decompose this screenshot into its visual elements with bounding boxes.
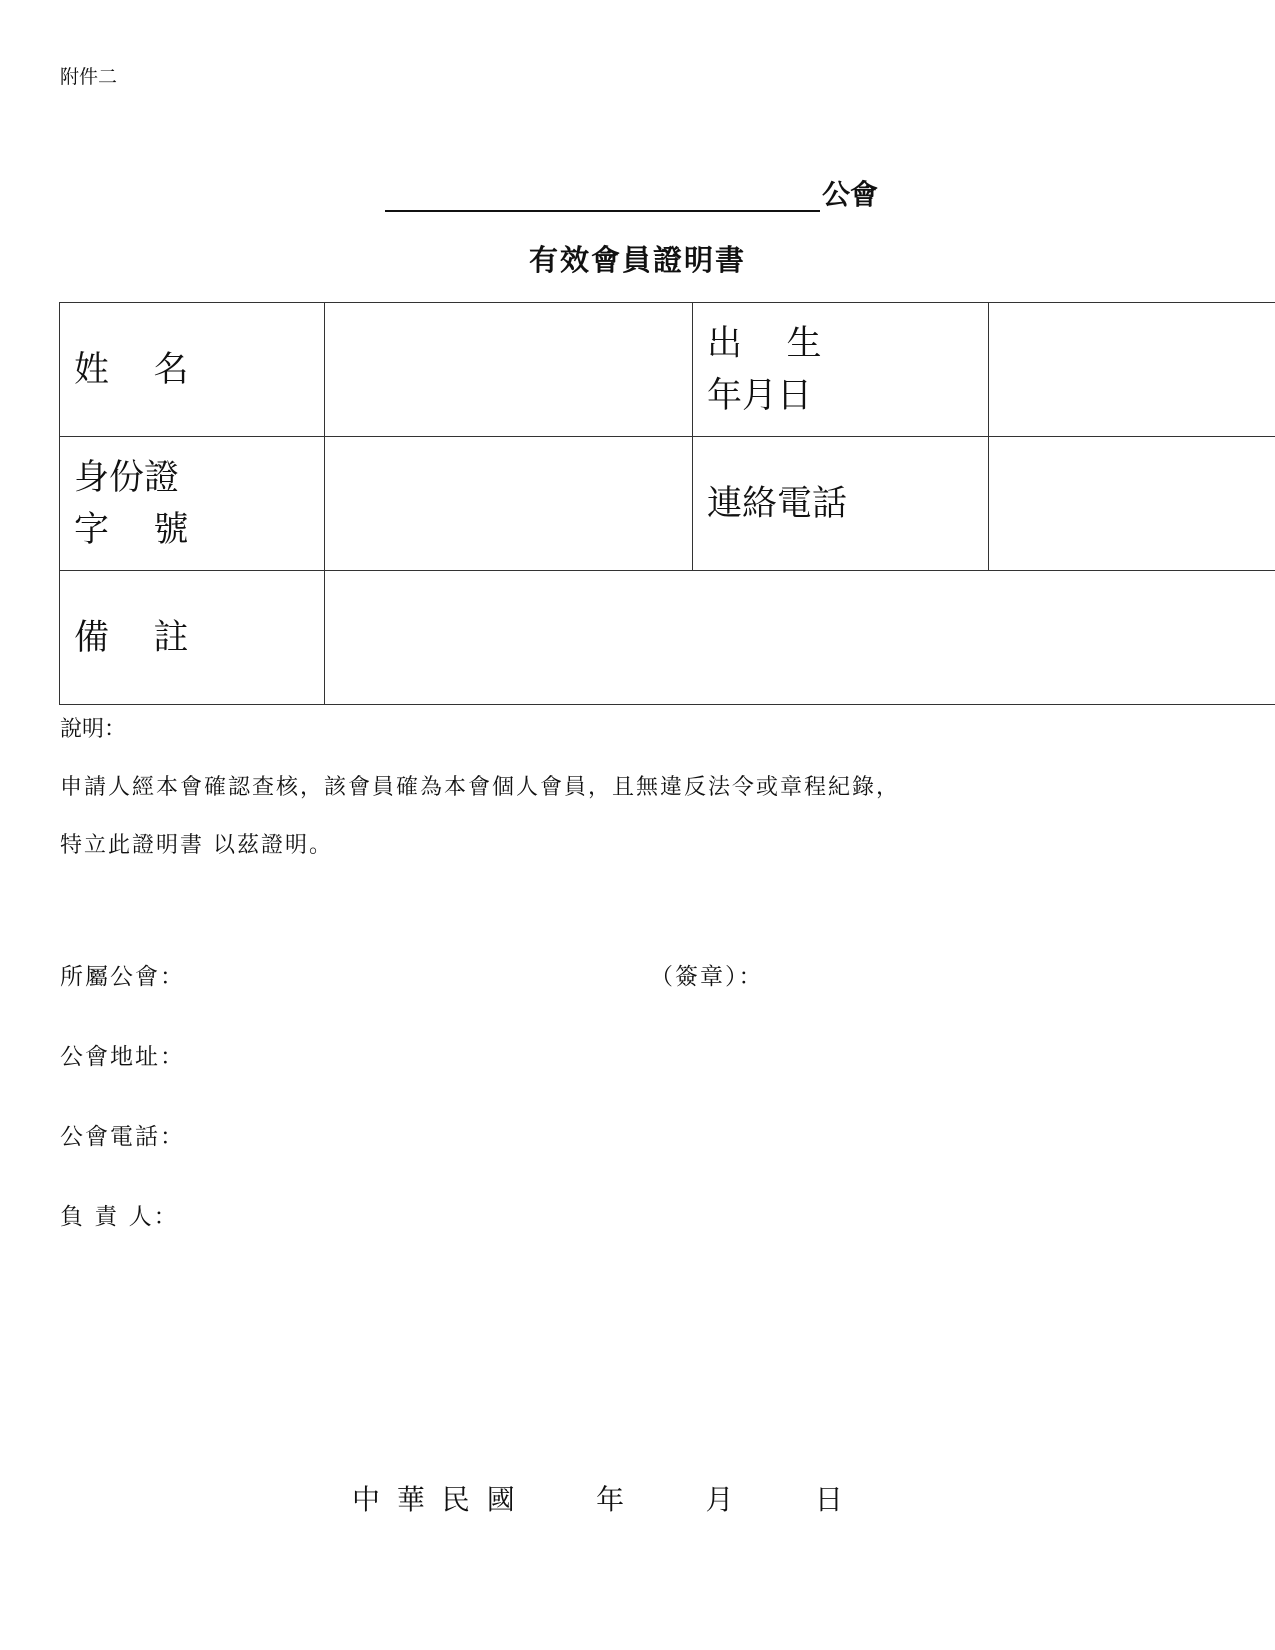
attachment-label: 附件二 <box>60 66 118 88</box>
table-row <box>60 303 1275 437</box>
remarks-label: 備 註 <box>74 617 189 658</box>
phone-label-cell <box>693 437 989 571</box>
address-field-label: 公會地址： <box>60 1044 185 1070</box>
remarks-value-cell <box>325 571 1275 705</box>
name-label-cell <box>60 303 325 437</box>
notes-line-1: 申請人經本會確認查核，該會員確為本會個人會員，且無違反法令或章程紀錄， <box>60 775 901 800</box>
id-label-line1: 身份證 <box>74 457 180 498</box>
table-row <box>60 437 1275 571</box>
union-field-label: 所屬公會： <box>60 964 185 990</box>
phone-label: 連絡電話 <box>707 483 848 524</box>
member-info-table <box>59 302 1275 705</box>
birth-label-line1: 出 生 <box>707 323 822 364</box>
name-value-cell <box>325 303 693 437</box>
date-line: 中 華 民 國 年 月 日 <box>352 1483 847 1516</box>
id-label-line2: 字 號 <box>74 509 189 550</box>
union-phone-field-label: 公會電話： <box>60 1124 185 1150</box>
remarks-label-cell <box>60 571 325 705</box>
birth-label-cell <box>693 303 989 437</box>
birth-value-cell <box>989 303 1275 437</box>
document-title: 有效會員證明書 <box>528 243 746 277</box>
phone-value-cell <box>989 437 1275 571</box>
notes-line-2: 特立此證明書 以茲證明。 <box>60 833 333 858</box>
notes-heading: 說明： <box>60 717 127 742</box>
name-label: 姓 名 <box>74 349 189 390</box>
org-suffix: 公會 <box>822 178 879 211</box>
seal-field-label: （簽章）： <box>650 964 764 990</box>
table-row <box>60 571 1275 705</box>
org-name-blank <box>385 176 820 212</box>
birth-label-line2: 年月日 <box>707 375 813 416</box>
org-name-line <box>385 176 885 212</box>
id-label-cell <box>60 437 325 571</box>
id-value-cell <box>325 437 693 571</box>
responsible-person-field-label: 負 責 人： <box>60 1204 179 1230</box>
